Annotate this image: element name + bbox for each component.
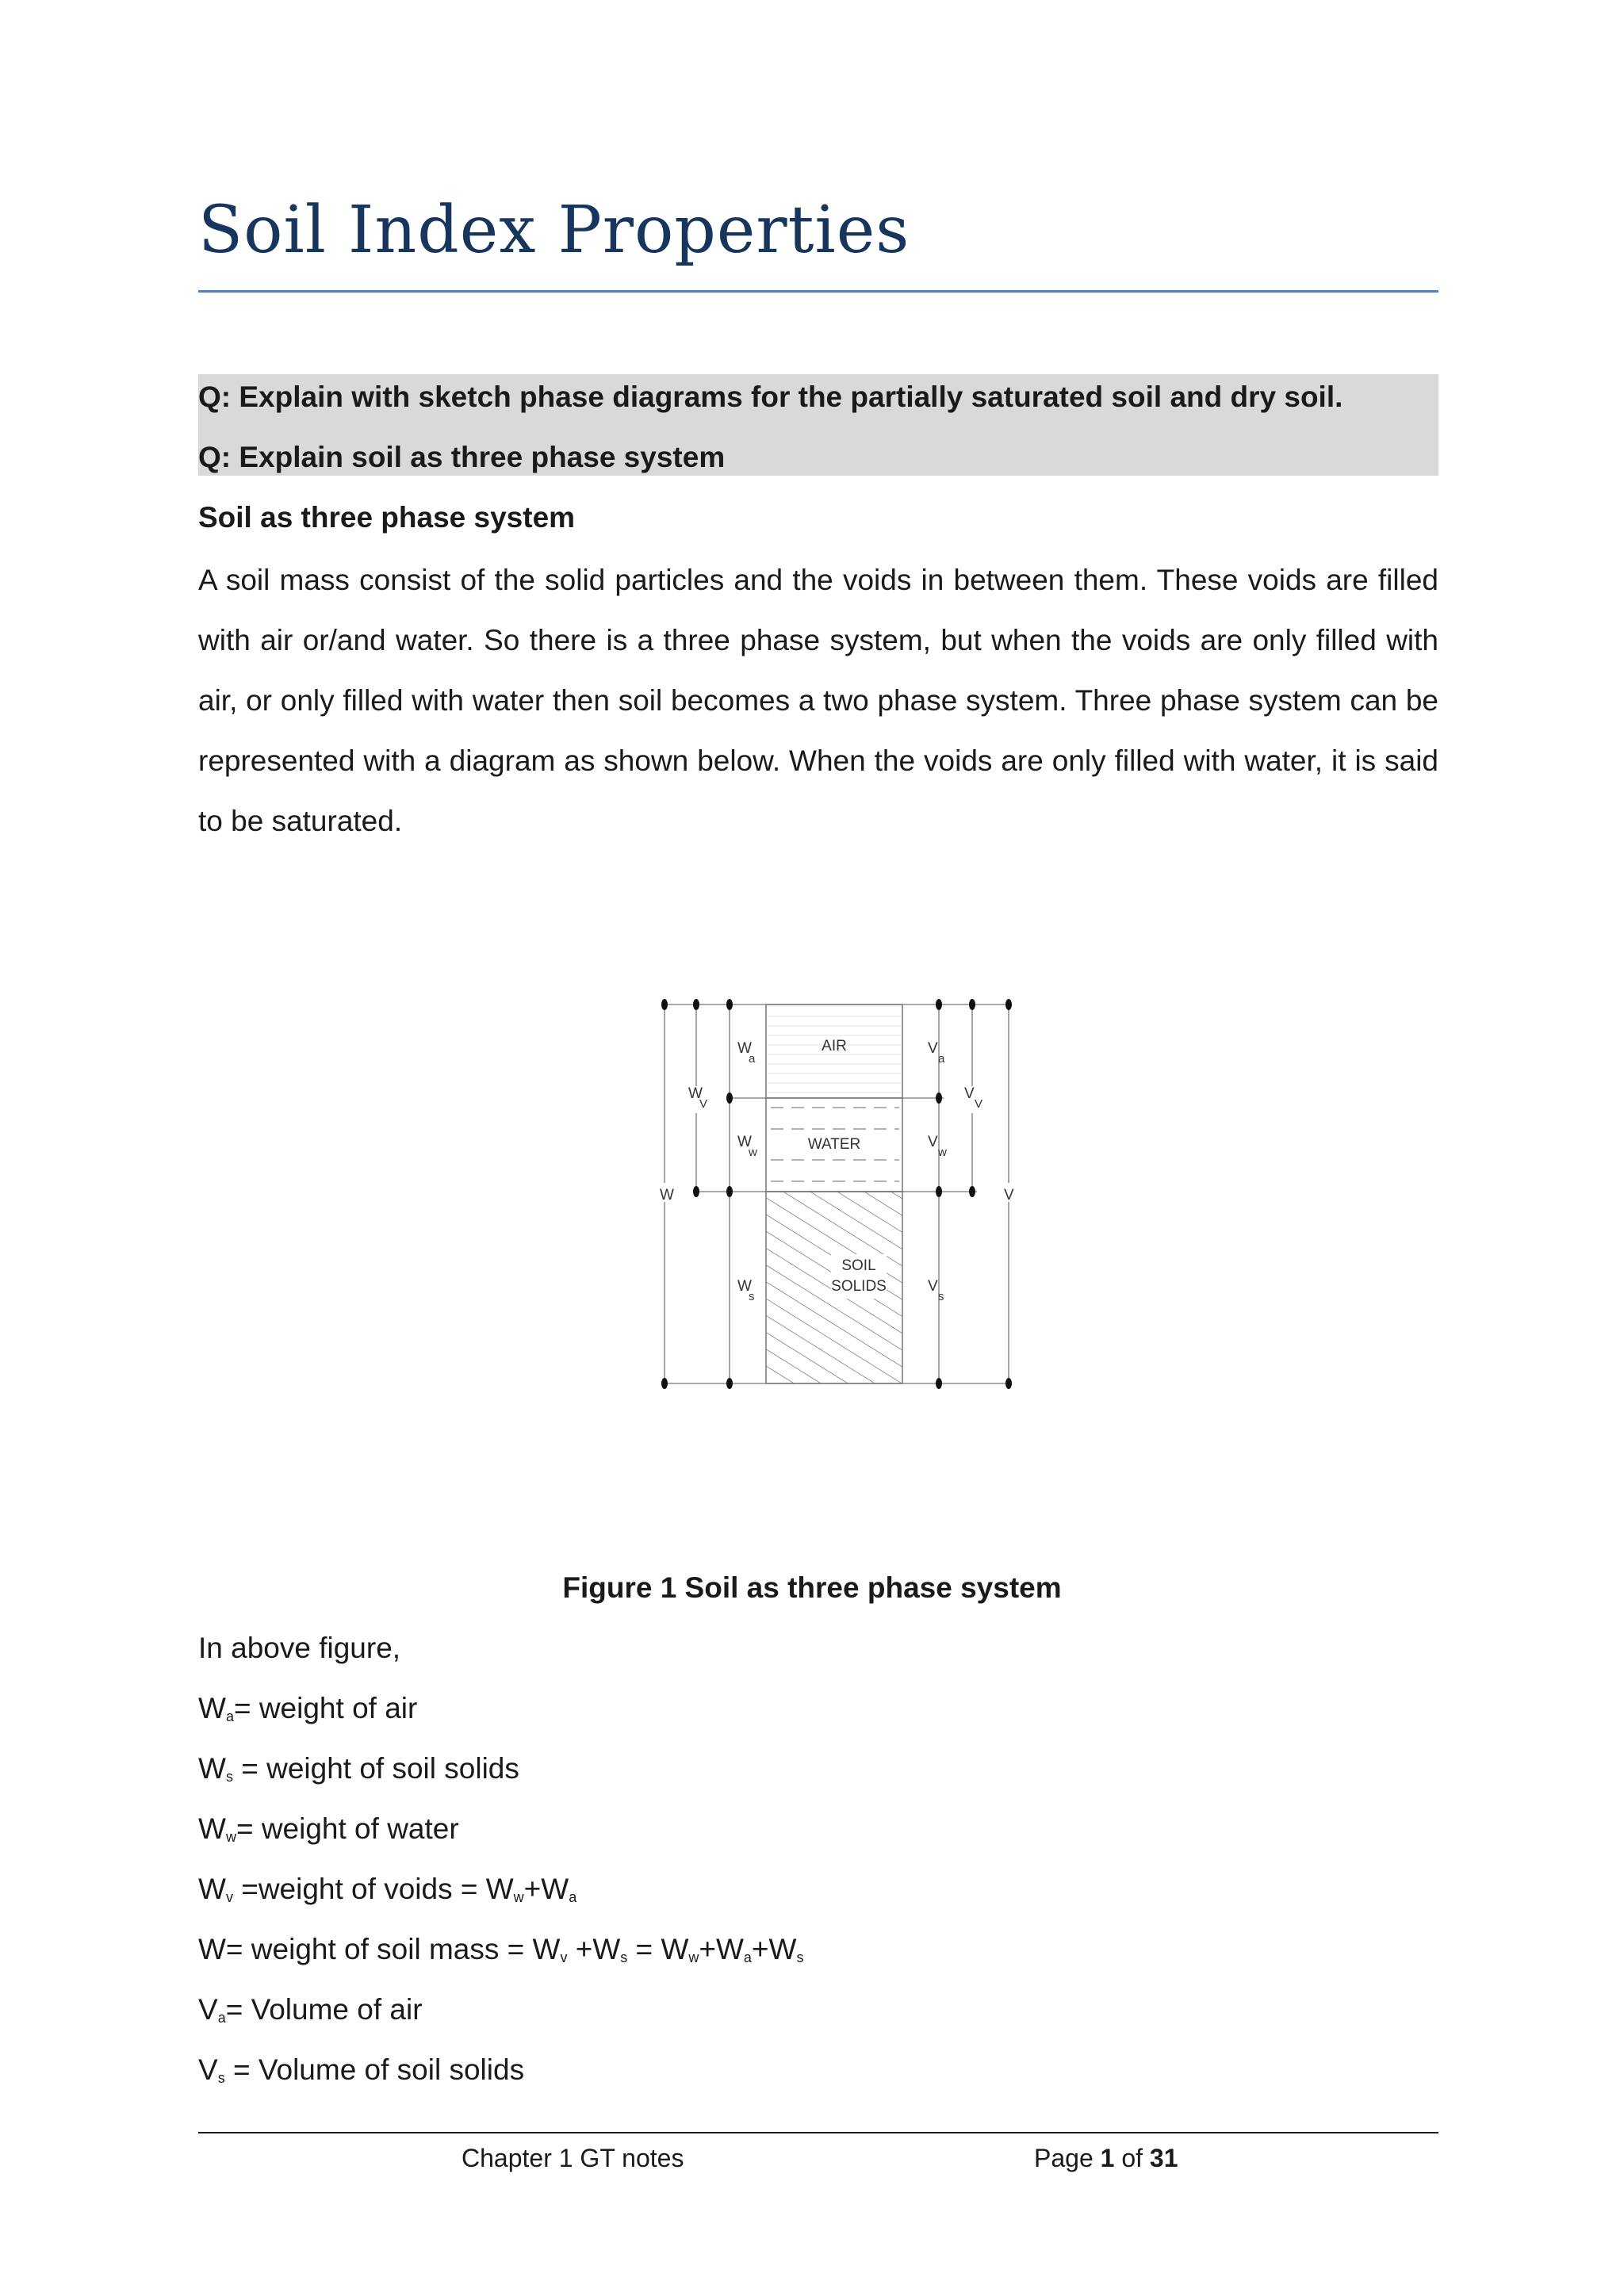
wa-label: W bbox=[737, 1040, 752, 1057]
footer-chapter: Chapter 1 GT notes bbox=[462, 2144, 684, 2172]
phase-diagram bbox=[650, 991, 1023, 1403]
va-label: V bbox=[928, 1040, 938, 1057]
wa-sub: a bbox=[749, 1052, 756, 1066]
question-2: Q: Explain soil as three phase system bbox=[198, 441, 726, 473]
definition-ww: $W_w=$ weight of water bbox=[198, 1812, 459, 1845]
vw-sub: w bbox=[938, 1146, 947, 1159]
phase-diagram-svg bbox=[650, 991, 1023, 1403]
air-label: AIR bbox=[822, 1038, 847, 1054]
figure-caption: Figure 1 Soil as three phase system bbox=[562, 1571, 1062, 1604]
definition-ws: $W_s$ = weight of soil solids bbox=[198, 1752, 519, 1785]
definition-vs: $V_s$ = Volume of soil solids bbox=[198, 2053, 525, 2086]
water-label: WATER bbox=[807, 1136, 861, 1153]
vs-label: V bbox=[928, 1278, 938, 1295]
ws-label: W bbox=[737, 1278, 752, 1295]
definition-wv: $W_v$ =weight of voids = $W_w+W_a$ bbox=[198, 1873, 577, 1905]
footer-page-number: Page 1 of 31 bbox=[1034, 2144, 1178, 2172]
solids-label: SOLIDS bbox=[831, 1278, 887, 1295]
question-1: Q: Explain with sketch phase diagrams for the partially saturated soil and dry soil. bbox=[198, 381, 1343, 413]
v-total-label: V bbox=[1004, 1187, 1014, 1203]
intro-line: In above figure, bbox=[198, 1632, 401, 1664]
vv-sub: V bbox=[975, 1097, 983, 1111]
footer-rule bbox=[198, 2132, 1438, 2133]
w-total-label: W bbox=[660, 1187, 674, 1203]
ww-sub: w bbox=[749, 1146, 757, 1159]
vw-label: V bbox=[928, 1134, 938, 1150]
definition-va: $V_a=$ Volume of air bbox=[198, 1993, 423, 2026]
body-paragraph: A soil mass consist of the solid particles and the voids in between them. These voids are filled with air or/and water. So there is a three phase system, but when the voids are only filled with air, or only filled with water then soil becomes a two phase system. Three phase system can be represented with a diagram as shown below. When the voids are only filled with water, it is said to be saturated. bbox=[198, 564, 1438, 837]
title-underline bbox=[198, 290, 1438, 293]
section-heading: Soil as three phase system bbox=[198, 501, 576, 534]
wv-label: W bbox=[688, 1085, 703, 1102]
vv-label: V bbox=[964, 1085, 975, 1102]
soil-label: SOIL bbox=[841, 1257, 876, 1274]
vs-sub: s bbox=[938, 1290, 944, 1303]
wv-sub: V bbox=[699, 1097, 708, 1111]
ww-label: W bbox=[737, 1134, 752, 1150]
page-title: Soil Index Properties bbox=[198, 193, 910, 268]
ws-sub: s bbox=[749, 1290, 755, 1303]
definition-w: W= weight of soil mass = $W_v +W_s = W_w+W_a+W_s$ bbox=[198, 1933, 804, 1965]
definition-wa: $W_a=$ weight of air bbox=[198, 1692, 418, 1724]
va-sub: a bbox=[938, 1052, 945, 1066]
